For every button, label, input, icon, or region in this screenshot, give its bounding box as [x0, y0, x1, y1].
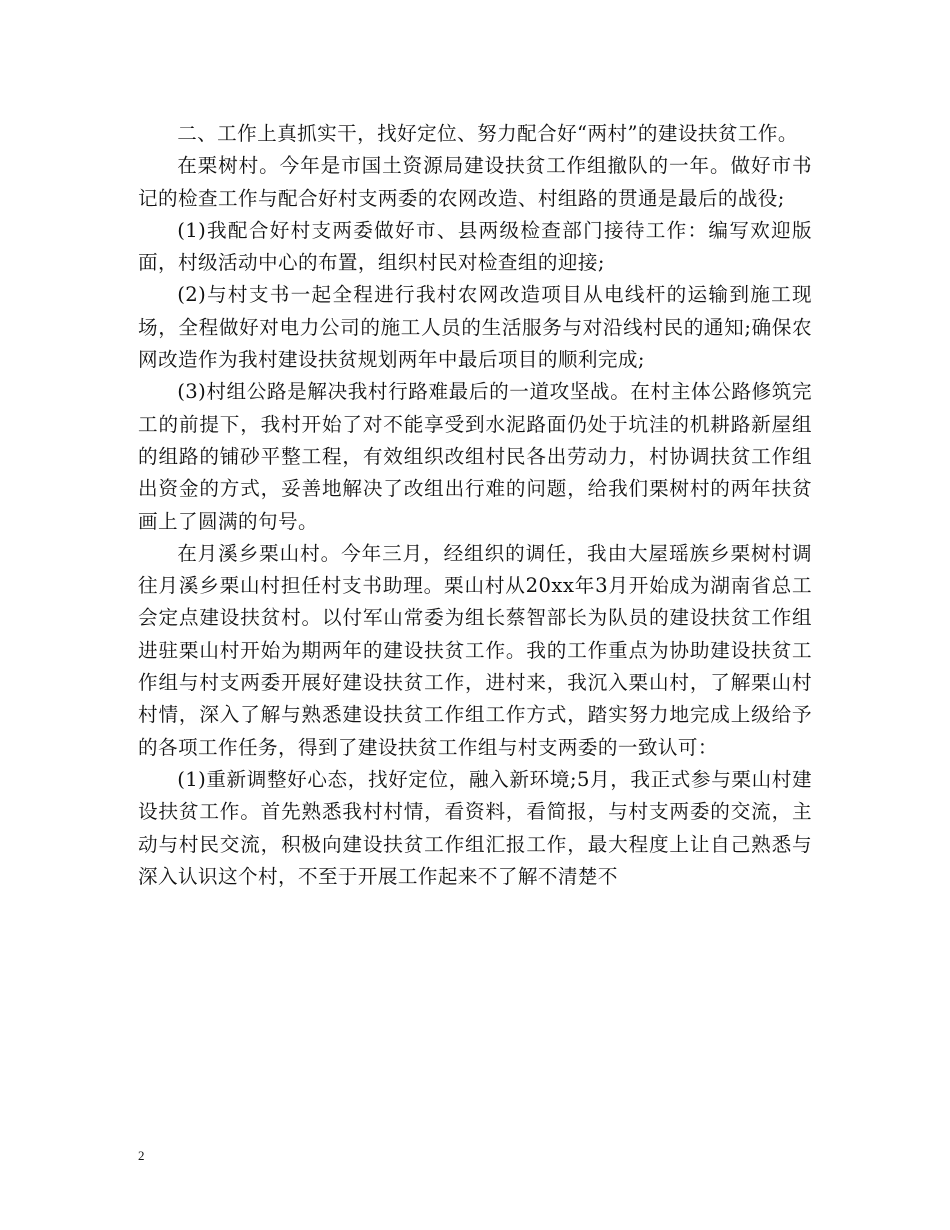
paragraph-lishan-village-intro: 在月溪乡栗山村。今年三月，经组织的调任，我由大屋瑶族乡栗树村调往月溪乡栗山村担任村支书助理。栗山村从20xx年3月开始成为湖南省总工会定点建设扶贫村。以付军山常委为组长蔡智部长为队员的建设扶贫工作组进驻栗山村开始为期两年的建设扶贫工作。我的工作重点为协助建设扶贫工作组与村支两委开展好建设扶贫工作，进村来，我沉入栗山村，了解栗山村村情，深入了解与熟悉建设扶贫工作组工作方式，踏实努力地完成上级给予的各项工作任务，得到了建设扶贫工作组与村支两委的一致认可： [138, 541, 812, 759]
paragraph-section-heading: 二、工作上真抓实干，找好定位、努力配合好“两村”的建设扶贫工作。 [177, 122, 798, 145]
page-number: 2 [138, 1148, 145, 1163]
paragraph-item-1-inspection: (1)我配合好村支两委做好市、县两级检查部门接待工作：编写欢迎版面，村级活动中心的布置，组织村民对检查组的迎接; [138, 218, 812, 275]
paragraph-lishu-village-intro: 在栗树村。今年是市国土资源局建设扶贫工作组撤队的一年。做好市书记的检查工作与配合好村支两委的农网改造、村组路的贯通是最后的战役; [138, 154, 812, 210]
paragraph-item-3-village-road: (3)村组公路是解决我村行路难最后的一道攻坚战。在村主体公路修筑完工的前提下，我村开始了对不能享受到水泥路面仍处于坑洼的机耕路新屋组的组路的铺砂平整工程，有效组织改组村民各出劳动力，村协调扶贫工作组出资金的方式，妥善地解决了改组出行难的问题，给我们栗树村的两年扶贫画上了圆满的句号。 [138, 380, 812, 533]
paragraph-item-1-adjust-mindset: (1)重新调整好心态，找好定位，融入新环境;5月，我正式参与栗山村建设扶贫工作。首先熟悉我村村情，看资料，看简报，与村支两委的交流，主动与村民交流，积极向建设扶贫工作组汇报工作，最大程度上让自己熟悉与深入认识这个村，不至于开展工作起来不了解不清楚不 [138, 767, 812, 888]
paragraph-item-2-grid-upgrade: (2)与村支书一起全程进行我村农网改造项目从电线杆的运输到施工现场，全程做好对电力公司的施工人员的生活服务与对沿线村民的通知;确保农网改造作为我村建设扶贫规划两年中最后项目的顺利完成; [138, 283, 812, 372]
document-body [138, 118, 812, 893]
